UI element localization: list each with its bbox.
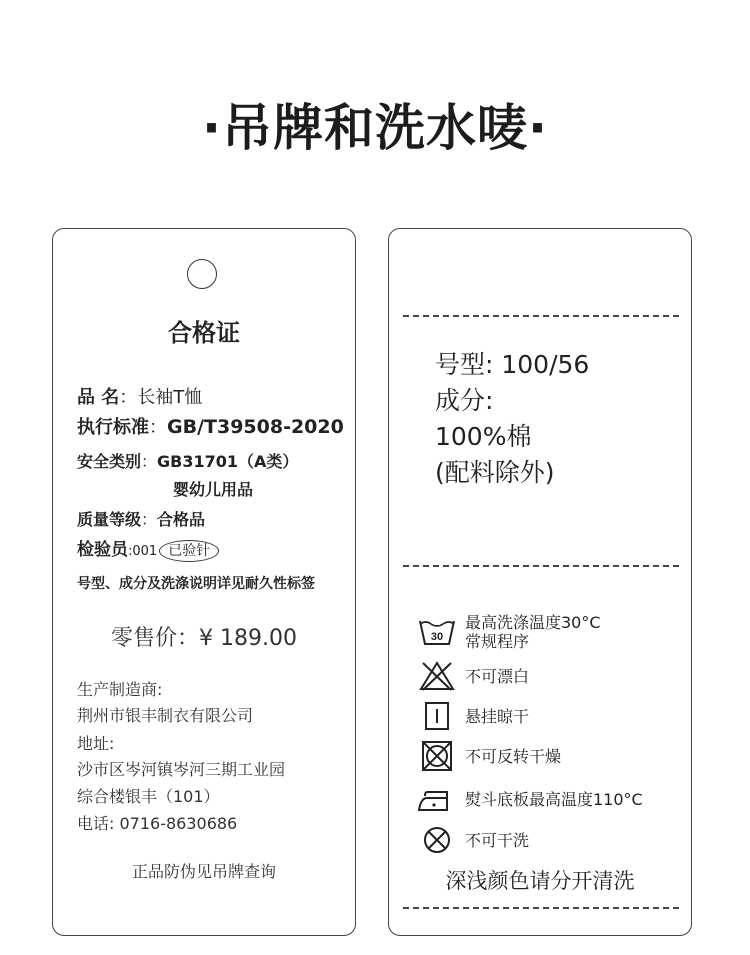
quality-value: 合格品 (157, 510, 206, 529)
composition-note: (配料除外) (435, 458, 555, 487)
quality-label: 质量等级 (77, 510, 142, 529)
composition-value: 100%棉 (435, 422, 532, 451)
line-dry-icon (417, 701, 457, 731)
address-label: 地址: (77, 734, 115, 753)
care-item-bleach (417, 661, 529, 691)
safety-row: 安全类别：GB31701（A类） (77, 452, 299, 471)
care-text-bleach: 不可漂白 (465, 666, 530, 686)
phone: 电话: 0716-8630686 (77, 814, 238, 833)
inspector-label: 检验员 (77, 540, 128, 560)
address-line1: 沙市区岑河镇岑河三期工业园 (77, 760, 286, 779)
care-text-dry: 悬挂晾干 (465, 706, 530, 726)
safety-value: GB31701（A类） (157, 452, 299, 471)
safety-value-line2: 婴幼儿用品 (173, 480, 254, 499)
care-text-wash: 最高洗涤温度30°C (465, 613, 601, 632)
standard-value: GB/T39508-2020 (167, 416, 344, 438)
retail-price: 零售价：¥ 189.00 (111, 626, 297, 651)
quality-row: 质量等级：合格品 (77, 510, 206, 529)
care-item-tumble (417, 741, 561, 771)
separate-wash-note: 深浅颜色请分开清洗 (445, 869, 635, 893)
care-item-wash (417, 613, 601, 651)
no-tumble-dry-icon (417, 741, 457, 771)
iron-icon (417, 784, 457, 814)
standard-row: 执行标准：GB/T39508-2020 (77, 416, 344, 438)
size-line: 号型: 100/56 (435, 350, 590, 379)
inspector-stamp: 已验针 (159, 540, 219, 562)
anti-counterfeit-note: 正品防伪见吊牌查询 (131, 862, 276, 881)
care-text-tumble: 不可反转干燥 (465, 746, 562, 766)
care-item-dryclean (417, 825, 529, 855)
hang-tag-card (52, 228, 356, 936)
no-dry-clean-icon (417, 825, 457, 855)
dashed-divider-middle (403, 565, 679, 567)
manufacturer-label: 生产制造商: (77, 680, 163, 699)
dashed-divider-bottom (403, 907, 679, 909)
care-text-dryclean: 不可干洗 (465, 830, 530, 850)
wash-label-card (388, 228, 692, 936)
inspector-row (77, 535, 219, 562)
address-line2: 综合楼银丰（101） (77, 787, 220, 806)
composition-label: 成分: (435, 386, 494, 415)
care-item-iron (417, 784, 643, 814)
inspector-value: :001 (128, 544, 158, 559)
safety-label: 安全类别 (77, 452, 142, 471)
product-name-value: 长袖T恤 (137, 387, 203, 408)
product-name-row: 品 名：长袖T恤 (77, 387, 203, 408)
care-item-dry (417, 701, 529, 731)
no-bleach-icon (417, 661, 457, 691)
label-note: 号型、成分及洗涤说明详见耐久性标签 (77, 576, 315, 592)
manufacturer-value: 荆州市银丰制衣有限公司 (77, 706, 254, 725)
wash-temperature-text: 30 (430, 631, 444, 643)
care-text-wash-program: 常规程序 (465, 632, 530, 651)
certificate-title: 合格证 (168, 319, 240, 347)
dashed-divider-top (403, 315, 679, 317)
page-title: ·吊牌和洗水唛· (202, 99, 548, 157)
standard-label: 执行标准 (77, 417, 149, 438)
wash-30-icon (417, 617, 457, 647)
product-name-label: 品 名 (77, 387, 120, 408)
care-text-iron: 熨斗底板最高温度110°C (465, 789, 643, 809)
hang-hole-icon (187, 259, 217, 289)
